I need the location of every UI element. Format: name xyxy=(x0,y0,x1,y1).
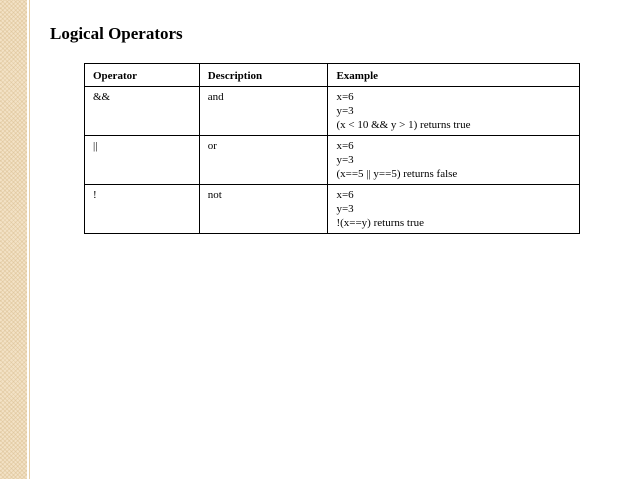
example-line: x=6 xyxy=(336,189,354,201)
operator-cell: ! xyxy=(85,185,200,234)
example-cell xyxy=(328,185,580,234)
table-row xyxy=(85,185,580,234)
example-cell xyxy=(328,136,580,185)
operator-cell: && xyxy=(85,87,200,136)
table-row xyxy=(85,87,580,136)
logical-operators-table xyxy=(84,63,580,234)
description-cell: and xyxy=(199,87,328,136)
description-cell: not xyxy=(199,185,328,234)
table-row xyxy=(85,136,580,185)
header-example: Example xyxy=(328,64,580,87)
table-header-row xyxy=(85,64,580,87)
description-cell: or xyxy=(199,136,328,185)
header-description: Description xyxy=(199,64,328,87)
example-line: (x < 10 && y > 1) returns true xyxy=(336,119,471,131)
page-title: Logical Operators xyxy=(50,24,183,43)
example-line: !(x==y) returns true xyxy=(336,217,424,229)
example-cell xyxy=(328,87,580,136)
example-line: y=3 xyxy=(336,203,354,215)
example-line: y=3 xyxy=(336,105,354,117)
decorative-side-strip xyxy=(0,0,27,479)
header-operator: Operator xyxy=(85,64,200,87)
side-divider-accent xyxy=(29,0,30,479)
example-line: (x==5 || y==5) returns false xyxy=(336,168,458,180)
example-line: x=6 xyxy=(336,140,354,152)
operator-cell: || xyxy=(85,136,200,185)
example-line: x=6 xyxy=(336,91,354,103)
example-line: y=3 xyxy=(336,154,354,166)
